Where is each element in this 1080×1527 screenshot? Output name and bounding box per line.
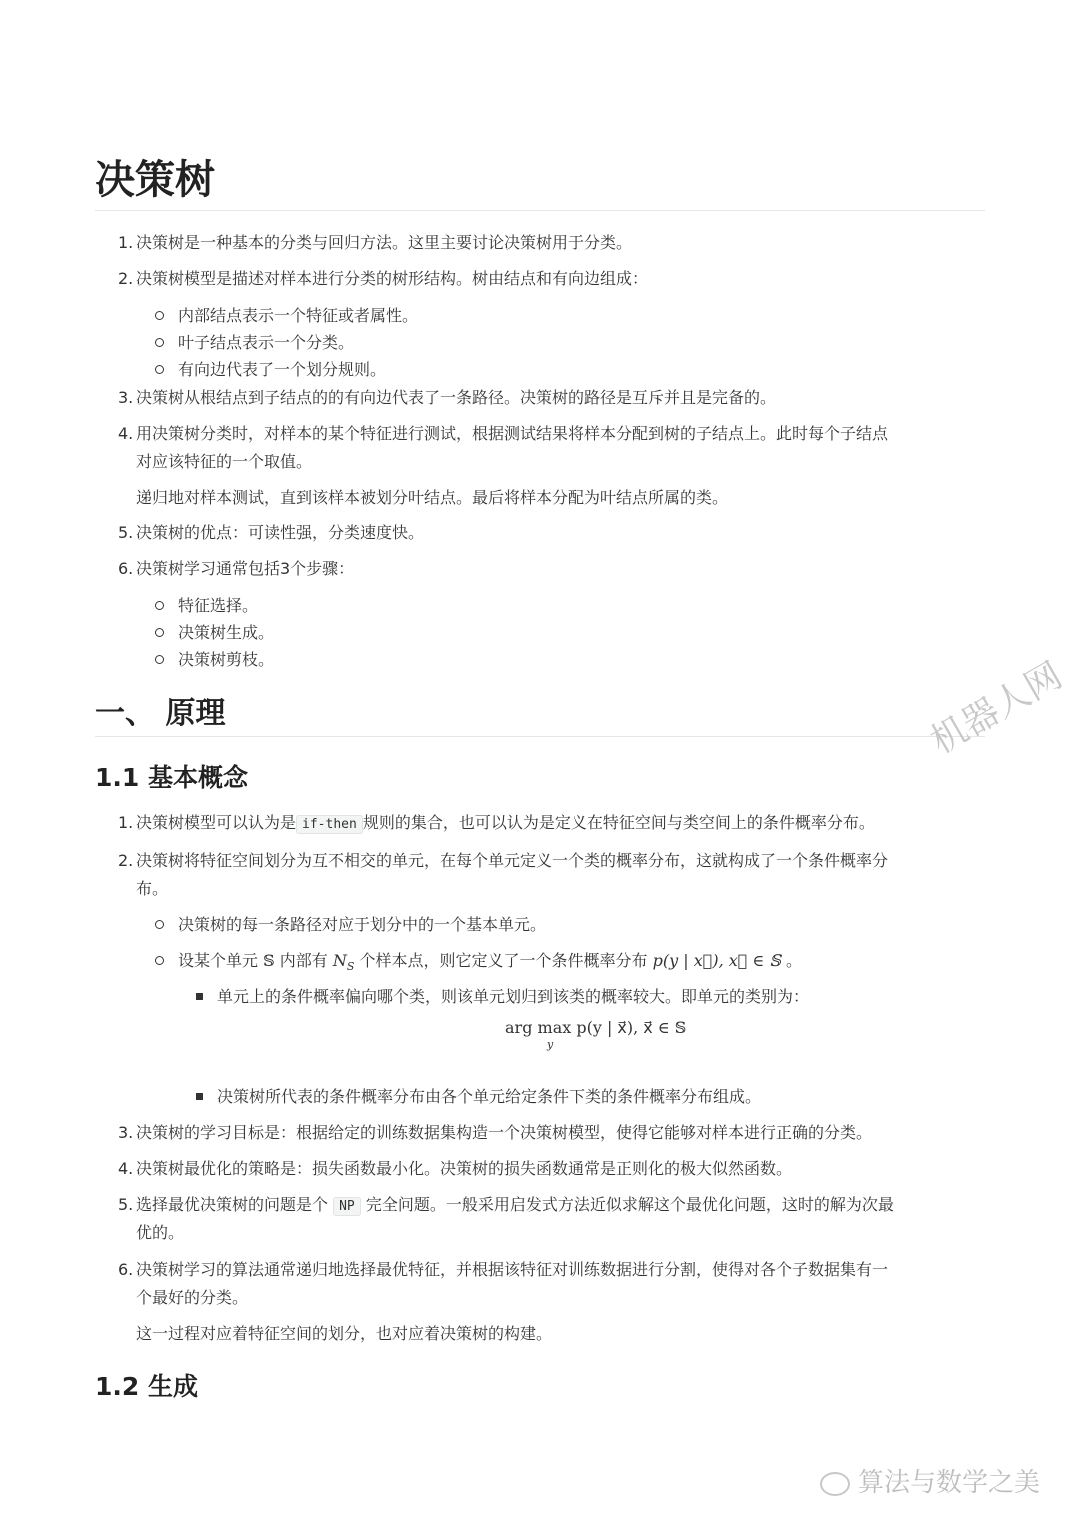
wechat-icon [820, 1472, 850, 1496]
section-divider [95, 736, 985, 737]
circle-bullet-icon [155, 628, 164, 637]
list-item-continuation: 优的。 [136, 1223, 185, 1242]
list-item: 1. 决策树是一种基本的分类与回归方法。这里主要讨论决策树用于分类。 [118, 233, 633, 252]
circle-bullet-icon [155, 655, 164, 664]
subsection-heading: 1.1 基本概念 [95, 763, 248, 792]
list-item: 3. 决策树的学习目标是：根据给定的训练数据集构造一个决策树模型，使得它能够对样本进行正确的分类。 [118, 1123, 873, 1142]
list-item-paragraph: 这一过程对应着特征空间的划分，也对应着决策树的构建。 [136, 1324, 553, 1343]
title-divider [95, 210, 985, 211]
page-title: 决策树 [95, 157, 215, 203]
list-item: 2. 决策树模型是描述对样本进行分类的树形结构。树由结点和有向边组成： [118, 269, 649, 288]
list-item-paragraph: 递归地对样本测试，直到该样本被划分叶结点。最后将样本分配为叶结点所属的类。 [136, 488, 729, 507]
list-item: 6. 决策树学习通常包括3个步骤： [118, 559, 355, 578]
list-item: 决策树生成。 [178, 623, 275, 642]
list-item: 单元上的条件概率偏向哪个类，则该单元划归到该类的概率较大。即单元的类别为： [217, 987, 810, 1006]
list-item: 4. 决策树最优化的策略是：损失函数最小化。决策树的损失函数通常是正则化的极大似然函数。 [118, 1159, 793, 1178]
list-item-continuation: 布。 [136, 879, 169, 898]
circle-bullet-icon [155, 920, 164, 929]
square-bullet-icon [196, 993, 203, 1000]
watermark-robot: 机器人网 [924, 654, 1070, 763]
circle-bullet-icon [155, 311, 164, 320]
list-item: 6. 决策树学习的算法通常递归地选择最优特征，并根据该特征对训练数据进行分割，使得对各个子数据集有一 [118, 1260, 889, 1279]
list-item: 4. 用决策树分类时，对样本的某个特征进行测试，根据测试结果将样本分配到树的子结点上。此时每个子结点 [118, 424, 889, 443]
subsection-heading: 1.2 生成 [95, 1372, 198, 1401]
square-bullet-icon [196, 1093, 203, 1100]
list-item-continuation: 对应该特征的一个取值。 [136, 452, 313, 471]
list-item: 叶子结点表示一个分类。 [178, 333, 355, 352]
section-heading: 一、 原理 [95, 696, 226, 731]
list-item: 3. 决策树从根结点到子结点的的有向边代表了一条路径。决策树的路径是互斥并且是完备的。 [118, 388, 777, 407]
list-item: 决策树所代表的条件概率分布由各个单元给定条件下类的条件概率分布组成。 [217, 1087, 762, 1106]
watermark-account: 算法与数学之美 [820, 1462, 1040, 1499]
list-item: 决策树的每一条路径对应于划分中的一个基本单元。 [178, 915, 547, 934]
list-item: 决策树剪枝。 [178, 650, 275, 669]
list-item: 5. 选择最优决策树的问题是个 NP 完全问题。一般采用启发式方法近似求解这个最优化问题，这时的解为次最 [118, 1195, 894, 1214]
circle-bullet-icon [155, 338, 164, 347]
circle-bullet-icon [155, 956, 164, 965]
inline-code: NP [333, 1197, 361, 1216]
list-item-continuation: 个最好的分类。 [136, 1288, 249, 1307]
formula: arg max p(y | x⃗), x⃗ ∈ 𝕊 y [505, 1018, 687, 1051]
list-item: 内部结点表示一个特征或者属性。 [178, 306, 419, 325]
list-item: 2. 决策树将特征空间划分为互不相交的单元，在每个单元定义一个类的概率分布，这就构成了一个条件概率分 [118, 851, 889, 870]
circle-bullet-icon [155, 365, 164, 374]
list-item: 设某个单元 𝕊 内部有 $N_S$ 个样本点，则它定义了一个条件概率分布 p(y | x⃗), x⃗ ∈ 𝕊 。 [178, 951, 803, 974]
list-item: 特征选择。 [178, 596, 259, 615]
inline-code: if-then [296, 815, 363, 834]
list-item: 1. 决策树模型可以认为是 if-then 规则的集合，也可以认为是定义在特征空间与类空间上的条件概率分布。 [118, 813, 875, 832]
list-item: 5. 决策树的优点：可读性强，分类速度快。 [118, 523, 425, 542]
list-item: 有向边代表了一个划分规则。 [178, 360, 387, 379]
circle-bullet-icon [155, 601, 164, 610]
